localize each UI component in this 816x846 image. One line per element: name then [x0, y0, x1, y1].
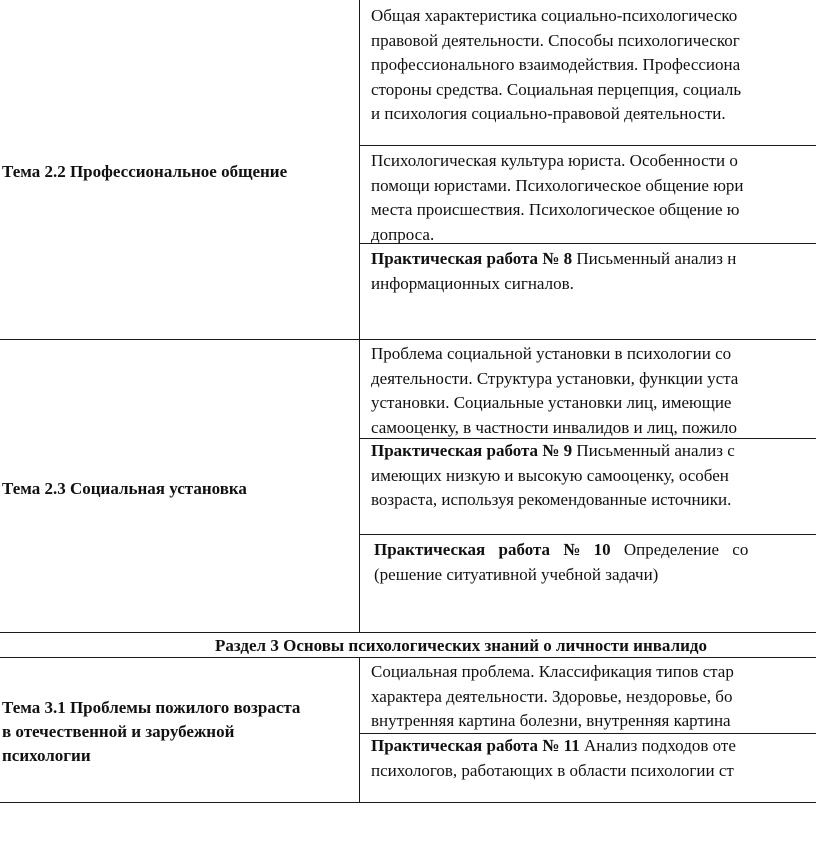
- content-line: [371, 734, 816, 759]
- cell-border: [359, 145, 816, 146]
- practical-work-label: Практическая работа № 10: [374, 540, 611, 559]
- content-line: внутренняя картина болезни, внутренняя картина: [371, 711, 731, 730]
- practical-work: [374, 538, 816, 587]
- topic-title: Тема 3.1 Проблемы пожилого возраста в отечественной и зарубежной психологии: [2, 698, 301, 765]
- content-line: самооценку, в частности инвалидов и лиц, пожило: [371, 417, 738, 437]
- content-text: Письменный анализ н: [572, 249, 737, 268]
- topic-title: Тема 2.2 Профессиональное общение: [2, 162, 288, 181]
- content-line: места происшествия. Психологическое общение ю: [371, 200, 740, 219]
- content-line: правовой деятельности. Способы психологическог: [371, 30, 740, 50]
- practical-work: [371, 439, 816, 513]
- column-divider: [359, 657, 360, 802]
- practical-work: [371, 734, 816, 783]
- content-line: возраста, используя рекомендованные источники.: [371, 490, 732, 509]
- content-line: стороны средства. Социальная перцепция, социаль: [371, 79, 742, 99]
- content-line: психологов, работающих в области психологии ст: [371, 760, 734, 780]
- content-text: Письменный анализ с: [572, 441, 735, 460]
- practical-work-label: Практическая работа № 8: [371, 249, 573, 268]
- content-line: [371, 439, 816, 464]
- topic-content: [371, 4, 816, 127]
- content-line: информационных сигналов.: [371, 273, 574, 293]
- column-divider: [359, 0, 360, 339]
- row-border: [0, 657, 816, 658]
- topic-content: [371, 149, 816, 247]
- section-heading: Раздел 3 Основы психологических знаний о личности инвалидо: [215, 636, 707, 655]
- topic-content: [371, 660, 816, 734]
- row-border: [0, 632, 816, 633]
- practical-work-label: Практическая работа № 11: [371, 736, 580, 755]
- content-text: Анализ подходов оте: [579, 736, 736, 755]
- content-line: Социальная проблема. Классификация типов стар: [371, 662, 734, 681]
- row-border: [0, 339, 816, 340]
- content-line: и психология социально-правовой деятельности.: [371, 104, 726, 123]
- topic-content: [371, 342, 816, 440]
- topic-title: Тема 2.3 Социальная установка: [2, 479, 247, 498]
- content-line: характера деятельности. Здоровье, нездоровье, бо: [371, 686, 733, 706]
- practical-work-label: Практическая работа № 9: [371, 441, 573, 460]
- content-line: Проблема социальной установки в психологии со: [371, 344, 732, 363]
- content-line: установки. Социальные установки лиц, имеющие: [371, 393, 732, 412]
- content-line: Общая характеристика социально-психологическо: [371, 6, 738, 25]
- content-line: деятельности. Структура установки, функции уста: [371, 368, 739, 388]
- content-line: допроса.: [371, 224, 435, 244]
- content-line: [371, 247, 816, 272]
- cell-border: [359, 534, 816, 535]
- content-line: помощи юристами. Психологическое общение юри: [371, 175, 744, 195]
- content-line: [374, 538, 816, 563]
- practical-work: [371, 247, 816, 296]
- row-border: [0, 802, 816, 803]
- content-line: Психологическая культура юриста. Особенности о: [371, 151, 738, 170]
- content-line: (решение ситуативной учебной задачи): [374, 564, 659, 584]
- column-divider: [359, 339, 360, 632]
- content-line: имеющих низкую и высокую самооценку, особен: [371, 465, 729, 485]
- content-text: Определение со: [610, 540, 749, 559]
- content-line: профессионального взаимодействия. Профессиона: [371, 55, 741, 74]
